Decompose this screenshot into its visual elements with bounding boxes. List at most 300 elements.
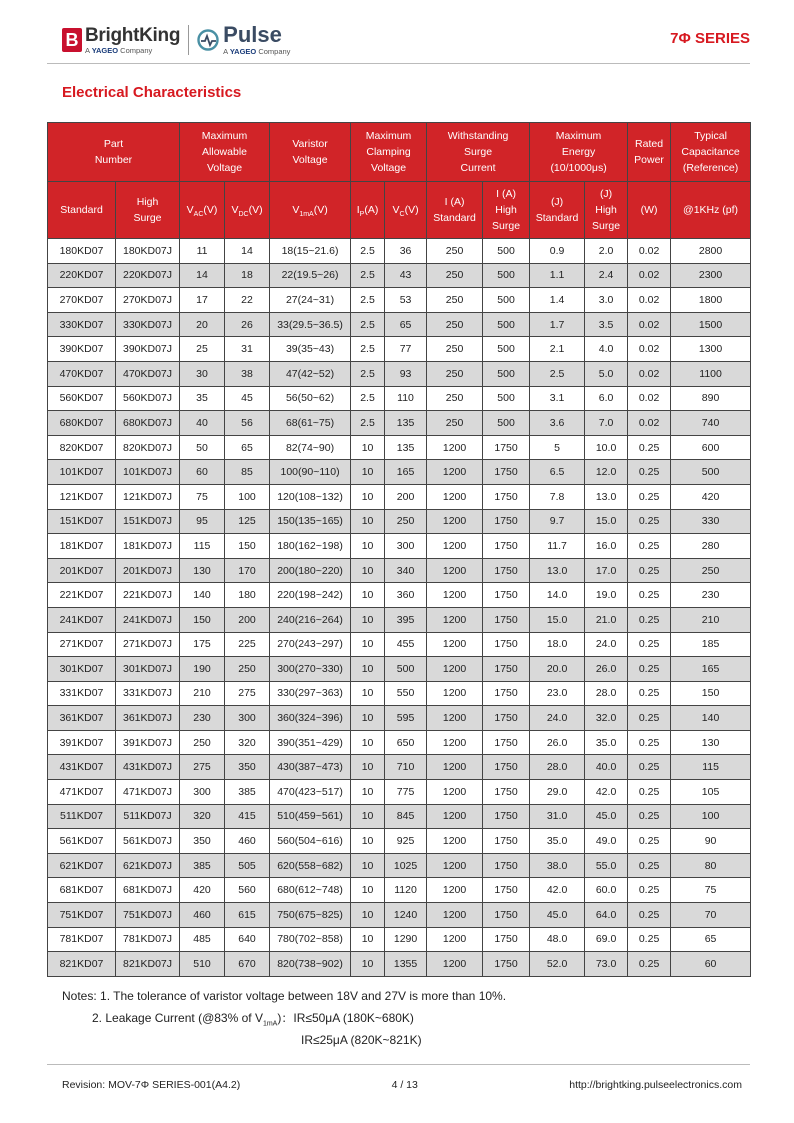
table-cell: 250 [427, 288, 483, 313]
table-row [48, 804, 751, 829]
table-cell: 16.0 [585, 534, 628, 559]
table-cell: 0.25 [628, 804, 671, 829]
table-cell: 750(675~825) [270, 903, 351, 928]
table-cell: 93 [385, 361, 427, 386]
table-cell: 510(459~561) [270, 804, 351, 829]
table-cell: 65 [385, 312, 427, 337]
table-cell: 175 [180, 632, 225, 657]
table-cell: 420 [671, 484, 751, 509]
table-cell: 115 [671, 755, 751, 780]
table-cell: 2.1 [530, 337, 585, 362]
table-cell: 3.0 [585, 288, 628, 313]
table-cell: 250 [180, 730, 225, 755]
table-row [48, 657, 751, 682]
table-cell: 250 [427, 386, 483, 411]
section-title: Electrical Characteristics [62, 84, 242, 101]
table-cell: 391KD07 [48, 730, 116, 755]
table-cell: 0.25 [628, 755, 671, 780]
table-cell: 390KD07 [48, 337, 116, 362]
table-cell: 500 [483, 312, 530, 337]
table-row [48, 239, 751, 264]
header-vac: $V_{AC}(V)$ [180, 182, 225, 239]
table-cell: 14 [225, 239, 270, 264]
table-cell: 7.0 [585, 411, 628, 436]
table-cell: 29.0 [530, 780, 585, 805]
table-cell: 69.0 [585, 927, 628, 952]
table-cell: 27(24~31) [270, 288, 351, 313]
table-cell: 220KD07 [48, 263, 116, 288]
table-cell: 151KD07J [116, 509, 180, 534]
pulse-name: Pulse [223, 22, 282, 48]
table-row [48, 583, 751, 608]
table-cell: 31 [225, 337, 270, 362]
table-cell: 330KD07J [116, 312, 180, 337]
table-cell: 140 [180, 583, 225, 608]
table-cell: 10 [351, 607, 385, 632]
table-cell: 361KD07J [116, 706, 180, 731]
table-cell: 130 [671, 730, 751, 755]
header-energy-standard: (J) Standard [530, 182, 585, 239]
table-cell: 45.0 [585, 804, 628, 829]
table-cell: 681KD07 [48, 878, 116, 903]
pulse-brand [223, 24, 290, 56]
table-cell: 320 [180, 804, 225, 829]
table-cell: 200 [385, 484, 427, 509]
table-cell: 180KD07J [116, 239, 180, 264]
table-body [48, 239, 751, 977]
table-cell: 1200 [427, 952, 483, 977]
table-cell: 17.0 [585, 558, 628, 583]
table-cell: 0.25 [628, 607, 671, 632]
table-cell: 2800 [671, 239, 751, 264]
table-cell: 150(135~165) [270, 509, 351, 534]
table-cell: 120(108~132) [270, 484, 351, 509]
table-cell: 225 [225, 632, 270, 657]
table-cell: 620(558~682) [270, 853, 351, 878]
pulse-logo-icon [197, 29, 219, 51]
table-cell: 100 [225, 484, 270, 509]
table-row [48, 411, 751, 436]
table-cell: 85 [225, 460, 270, 485]
table-cell: 0.02 [628, 361, 671, 386]
table-cell: 320 [225, 730, 270, 755]
table-cell: 821KD07J [116, 952, 180, 977]
table-cell: 3.5 [585, 312, 628, 337]
table-cell: 200 [225, 607, 270, 632]
table-cell: 40 [180, 411, 225, 436]
table-row [48, 903, 751, 928]
table-cell: 331KD07 [48, 681, 116, 706]
table-cell: 125 [225, 509, 270, 534]
table-cell: 430(387~473) [270, 755, 351, 780]
table-cell: 7.8 [530, 484, 585, 509]
table-cell: 0.25 [628, 435, 671, 460]
table-row [48, 632, 751, 657]
table-cell: 10 [351, 878, 385, 903]
table-row [48, 509, 751, 534]
table-cell: 681KD07J [116, 878, 180, 903]
table-cell: 9.7 [530, 509, 585, 534]
table-cell: 2.5 [351, 386, 385, 411]
table-cell: 615 [225, 903, 270, 928]
table-cell: 2.5 [351, 312, 385, 337]
table-cell: 2.5 [351, 411, 385, 436]
table-cell: 500 [385, 657, 427, 682]
footer [62, 1079, 742, 1091]
table-cell: 56 [225, 411, 270, 436]
table-cell: 250 [427, 263, 483, 288]
table-row [48, 263, 751, 288]
table-cell: 36 [385, 239, 427, 264]
table-cell: 42.0 [585, 780, 628, 805]
table-cell: 485 [180, 927, 225, 952]
table-cell: 0.25 [628, 903, 671, 928]
table-cell: 455 [385, 632, 427, 657]
table-cell: 0.25 [628, 878, 671, 903]
table-cell: 150 [225, 534, 270, 559]
table-row [48, 361, 751, 386]
table-cell: 385 [225, 780, 270, 805]
table-cell: 68(61~75) [270, 411, 351, 436]
header-rated-power: Rated Power [628, 123, 671, 182]
table-cell: 45.0 [530, 903, 585, 928]
table-cell: 301KD07 [48, 657, 116, 682]
table-cell: 250 [427, 312, 483, 337]
table-cell: 10 [351, 853, 385, 878]
table-cell: 64.0 [585, 903, 628, 928]
table-cell: 250 [427, 361, 483, 386]
header-row-1 [48, 123, 751, 182]
table-cell: 35.0 [530, 829, 585, 854]
table-cell: 2300 [671, 263, 751, 288]
table-row [48, 927, 751, 952]
table-cell: 925 [385, 829, 427, 854]
table-cell: 1.4 [530, 288, 585, 313]
table-cell: 330 [671, 509, 751, 534]
header-current-standard: I (A) Standard [427, 182, 483, 239]
table-cell: 10 [351, 435, 385, 460]
table-cell: 0.02 [628, 263, 671, 288]
table-cell: 26.0 [585, 657, 628, 682]
header-energy-high-surge: (J) High Surge [585, 182, 628, 239]
table-cell: 181KD07J [116, 534, 180, 559]
table-row [48, 730, 751, 755]
table-cell: 640 [225, 927, 270, 952]
table-cell: 250 [427, 411, 483, 436]
table-row [48, 607, 751, 632]
table-cell: 740 [671, 411, 751, 436]
table-cell: 1750 [483, 853, 530, 878]
electrical-characteristics-table [47, 122, 751, 977]
table-cell: 10 [351, 681, 385, 706]
table-cell: 1200 [427, 435, 483, 460]
table-cell: 330(297~363) [270, 681, 351, 706]
table-cell: 32.0 [585, 706, 628, 731]
table-cell: 460 [180, 903, 225, 928]
table-cell: 1750 [483, 681, 530, 706]
table-cell: 500 [483, 361, 530, 386]
table-cell: 595 [385, 706, 427, 731]
table-cell: 1200 [427, 607, 483, 632]
header-logos [62, 22, 290, 58]
table-cell: 17 [180, 288, 225, 313]
table-row [48, 755, 751, 780]
table-row [48, 484, 751, 509]
table-cell: 40.0 [585, 755, 628, 780]
table-cell: 680KD07 [48, 411, 116, 436]
table-cell: 1750 [483, 460, 530, 485]
table-cell: 420 [180, 878, 225, 903]
table-cell: 82(74~90) [270, 435, 351, 460]
brightking-name: BrightKing [85, 24, 181, 46]
table-cell: 13.0 [585, 484, 628, 509]
table-cell: 10 [351, 927, 385, 952]
table-cell: 0.25 [628, 509, 671, 534]
table-cell: 1500 [671, 312, 751, 337]
header-max-clamping-voltage: Maximum Clamping Voltage [351, 123, 427, 182]
header-pf: @1KHz (pf) [671, 182, 751, 239]
table-cell: 250 [225, 657, 270, 682]
header-divider [47, 63, 750, 64]
table-cell: 1750 [483, 607, 530, 632]
table-cell: 135 [385, 411, 427, 436]
table-cell: 49.0 [585, 829, 628, 854]
table-cell: 1200 [427, 878, 483, 903]
table-cell: 1200 [427, 484, 483, 509]
table-cell: 101KD07 [48, 460, 116, 485]
table-cell: 1750 [483, 952, 530, 977]
table-cell: 360(324~396) [270, 706, 351, 731]
table-cell: 780(702~858) [270, 927, 351, 952]
table-cell: 21.0 [585, 607, 628, 632]
table-cell: 1200 [427, 657, 483, 682]
table-cell: 350 [225, 755, 270, 780]
table-cell: 105 [671, 780, 751, 805]
table-cell: 47(42~52) [270, 361, 351, 386]
table-cell: 820KD07 [48, 435, 116, 460]
table-cell: 210 [671, 607, 751, 632]
table-row [48, 386, 751, 411]
table-cell: 500 [483, 337, 530, 362]
table-cell: 500 [671, 460, 751, 485]
table-cell: 1240 [385, 903, 427, 928]
table-cell: 415 [225, 804, 270, 829]
table-cell: 1025 [385, 853, 427, 878]
table-cell: 0.25 [628, 681, 671, 706]
table-cell: 220KD07J [116, 263, 180, 288]
table-cell: 1750 [483, 632, 530, 657]
table-cell: 1800 [671, 288, 751, 313]
table-cell: 0.25 [628, 484, 671, 509]
table-cell: 500 [483, 411, 530, 436]
table-cell: 500 [483, 263, 530, 288]
table-cell: 10 [351, 657, 385, 682]
table-cell: 100(90~110) [270, 460, 351, 485]
table-cell: 0.25 [628, 632, 671, 657]
table-cell: 0.25 [628, 829, 671, 854]
table-cell: 12.0 [585, 460, 628, 485]
table-cell: 10 [351, 804, 385, 829]
table-cell: 300 [180, 780, 225, 805]
table-cell: 1750 [483, 780, 530, 805]
table-cell: 1.1 [530, 263, 585, 288]
table-cell: 471KD07 [48, 780, 116, 805]
header-vc: $V_C(V)$ [385, 182, 427, 239]
table-cell: 391KD07J [116, 730, 180, 755]
table-cell: 10 [351, 460, 385, 485]
table-cell: 241KD07 [48, 607, 116, 632]
table-cell: 10 [351, 706, 385, 731]
table-cell: 0.02 [628, 239, 671, 264]
table-cell: 3.6 [530, 411, 585, 436]
table-cell: 1750 [483, 558, 530, 583]
header-high-surge: High Surge [116, 182, 180, 239]
table-cell: 121KD07J [116, 484, 180, 509]
pulse-sub: A YAGEO Company [223, 47, 291, 57]
table-cell: 460 [225, 829, 270, 854]
table-cell: 271KD07 [48, 632, 116, 657]
table-cell: 431KD07J [116, 755, 180, 780]
table-cell: 781KD07 [48, 927, 116, 952]
table-cell: 390KD07J [116, 337, 180, 362]
table-cell: 38.0 [530, 853, 585, 878]
table-cell: 0.02 [628, 386, 671, 411]
table-cell: 10.0 [585, 435, 628, 460]
header-standard: Standard [48, 182, 116, 239]
table-cell: 471KD07J [116, 780, 180, 805]
table-cell: 250 [385, 509, 427, 534]
table-cell: 6.0 [585, 386, 628, 411]
table-cell: 1200 [427, 509, 483, 534]
table-cell: 2.5 [351, 239, 385, 264]
header-max-energy: Maximum Energy (10/1000μs) [530, 123, 628, 182]
table-cell: 42.0 [530, 878, 585, 903]
table-cell: 2.5 [351, 263, 385, 288]
table-cell: 2.0 [585, 239, 628, 264]
table-cell: 505 [225, 853, 270, 878]
table-cell: 60 [180, 460, 225, 485]
table-cell: 1100 [671, 361, 751, 386]
table-row [48, 337, 751, 362]
table-cell: 100 [671, 804, 751, 829]
table-cell: 511KD07 [48, 804, 116, 829]
table-cell: 300 [225, 706, 270, 731]
note-2: 2. Leakage Current (@83% of $V_{1mA}$)：IR≤50μA (180K~680K) [92, 1011, 414, 1028]
table-cell: 56(50~62) [270, 386, 351, 411]
table-cell: 210 [180, 681, 225, 706]
table-cell: 0.25 [628, 534, 671, 559]
table-cell: 35 [180, 386, 225, 411]
table-cell: 781KD07J [116, 927, 180, 952]
table-cell: 0.02 [628, 288, 671, 313]
table-cell: 0.25 [628, 853, 671, 878]
table-cell: 1750 [483, 829, 530, 854]
table-cell: 10 [351, 755, 385, 780]
table-cell: 270KD07J [116, 288, 180, 313]
table-cell: 22 [225, 288, 270, 313]
table-cell: 300(270~330) [270, 657, 351, 682]
table-cell: 1200 [427, 460, 483, 485]
table-cell: 1200 [427, 681, 483, 706]
table-cell: 0.25 [628, 558, 671, 583]
table-cell: 221KD07 [48, 583, 116, 608]
table-row [48, 435, 751, 460]
table-cell: 0.25 [628, 583, 671, 608]
table-row [48, 878, 751, 903]
table-cell: 0.02 [628, 312, 671, 337]
table-cell: 101KD07J [116, 460, 180, 485]
table-cell: 230 [180, 706, 225, 731]
table-cell: 1.7 [530, 312, 585, 337]
header-vdc: $V_{DC}(V)$ [225, 182, 270, 239]
table-cell: 0.25 [628, 952, 671, 977]
table-cell: 680(612~748) [270, 878, 351, 903]
table-cell: 165 [385, 460, 427, 485]
table-cell: 220(198~242) [270, 583, 351, 608]
table-cell: 10 [351, 903, 385, 928]
table-cell: 1200 [427, 583, 483, 608]
table-cell: 230 [671, 583, 751, 608]
table-cell: 650 [385, 730, 427, 755]
table-cell: 1750 [483, 804, 530, 829]
table-cell: 10 [351, 632, 385, 657]
table-cell: 43 [385, 263, 427, 288]
table-row [48, 780, 751, 805]
table-cell: 180(162~198) [270, 534, 351, 559]
table-cell: 0.25 [628, 706, 671, 731]
header-varistor-voltage: Varistor Voltage [270, 123, 351, 182]
header-row-2 [48, 182, 751, 239]
table-cell: 13.0 [530, 558, 585, 583]
table-cell: 240(216~264) [270, 607, 351, 632]
table-cell: 1355 [385, 952, 427, 977]
table-cell: 710 [385, 755, 427, 780]
note-3: IR≤25μA (820K~821K) [301, 1033, 422, 1047]
footer-url[interactable]: http://brightking.pulseelectronics.com [569, 1079, 742, 1091]
table-cell: 90 [671, 829, 751, 854]
table-cell: 270KD07 [48, 288, 116, 313]
table-cell: 1200 [427, 632, 483, 657]
table-cell: 18(15~21.6) [270, 239, 351, 264]
table-cell: 39(35~43) [270, 337, 351, 362]
table-cell: 1750 [483, 583, 530, 608]
header-ip: $I_P(A)$ [351, 182, 385, 239]
table-cell: 11.7 [530, 534, 585, 559]
table-cell: 1750 [483, 706, 530, 731]
table-cell: 73.0 [585, 952, 628, 977]
brightking-brand [85, 26, 180, 55]
table-cell: 470(423~517) [270, 780, 351, 805]
table-cell: 2.4 [585, 263, 628, 288]
table-cell: 560KD07J [116, 386, 180, 411]
table-cell: 2.5 [530, 361, 585, 386]
table-cell: 775 [385, 780, 427, 805]
table-cell: 2.5 [351, 337, 385, 362]
table-cell: 385 [180, 853, 225, 878]
table-cell: 1200 [427, 927, 483, 952]
table-cell: 621KD07 [48, 853, 116, 878]
table-cell: 0.02 [628, 411, 671, 436]
table-cell: 301KD07J [116, 657, 180, 682]
table-cell: 1200 [427, 829, 483, 854]
table-row [48, 558, 751, 583]
table-cell: 25 [180, 337, 225, 362]
table-row [48, 460, 751, 485]
table-cell: 1200 [427, 903, 483, 928]
table-cell: 560KD07 [48, 386, 116, 411]
table-cell: 5.0 [585, 361, 628, 386]
table-cell: 1750 [483, 927, 530, 952]
